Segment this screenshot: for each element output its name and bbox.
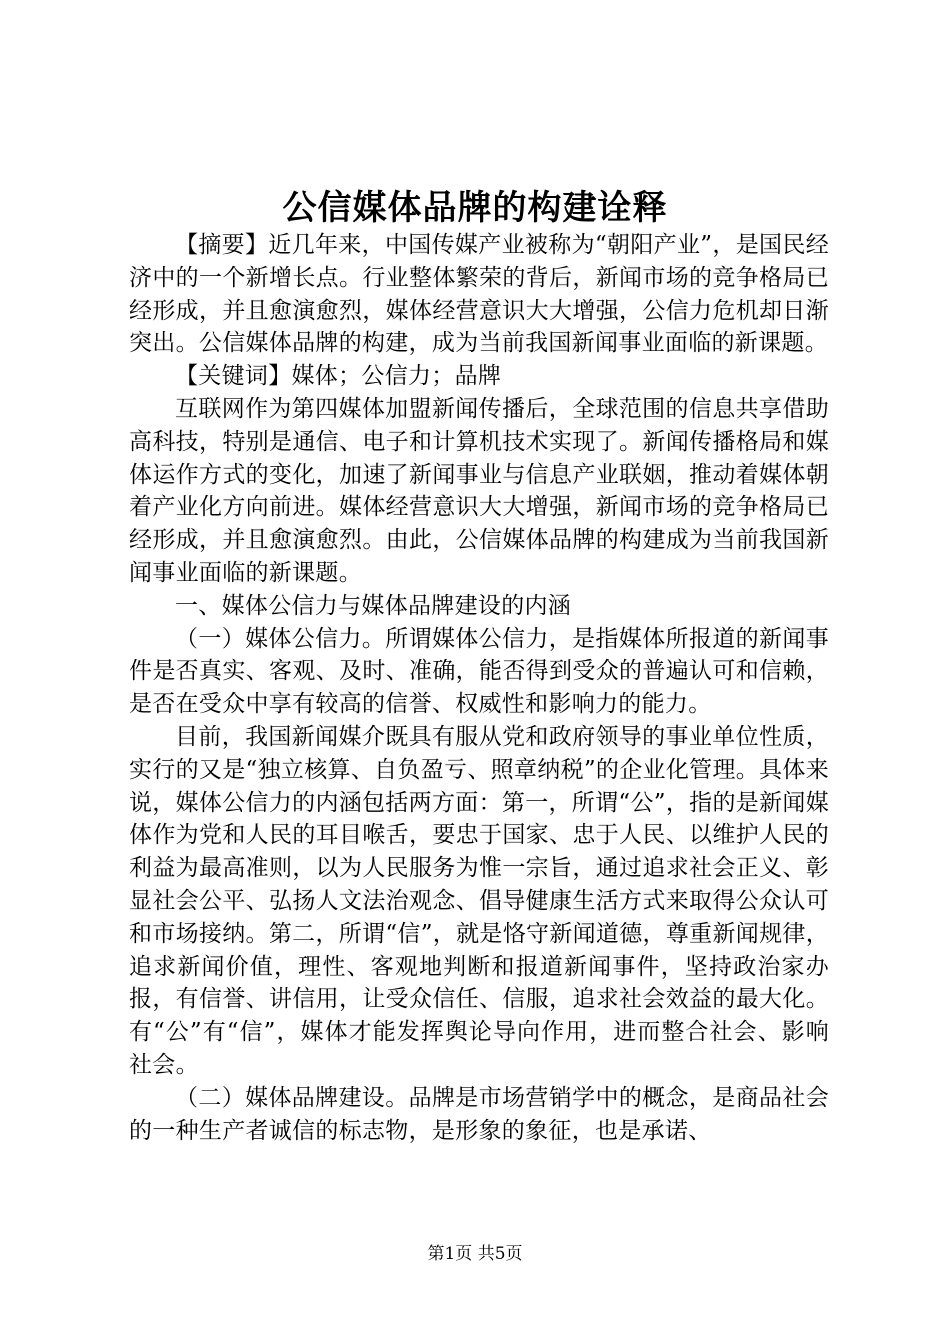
section-heading: 一、媒体公信力与媒体品牌建设的内涵	[175, 592, 572, 619]
body-paragraph: （一）媒体公信力。所谓媒体公信力，是指媒体所报道的新闻事件是否真实、客观、及时、准确，能否得到受众的普遍认可和信赖，是否在受众中享有较高的信誉、权威性和影响力的能力。	[129, 625, 829, 718]
page-footer: 第1页 共5页	[427, 1244, 523, 1264]
document-title: 公信媒体品牌的构建诠释	[282, 188, 668, 228]
document-body	[129, 229, 829, 1147]
abstract-paragraph: 【摘要】近几年来，中国传媒产业被称为“朝阳产业”，是国民经济中的一个新增长点。行业整体繁荣的背后，新闻市场的竞争格局已经形成，并且愈演愈烈，媒体经营意识大大增强，公信力危机却日渐突出。公信媒体品牌的构建，成为当前我国新闻事业面临的新课题。	[129, 232, 829, 357]
body-paragraph: 互联网作为第四媒体加盟新闻传播后，全球范围的信息共享借助高科技，特别是通信、电子和计算机技术实现了。新闻传播格局和媒体运作方式的变化，加速了新闻事业与信息产业联姻，推动着媒体朝着产业化方向前进。媒体经营意识大大增强，新闻市场的竞争格局已经形成，并且愈演愈烈。由此，公信媒体品牌的构建成为当前我国新闻事业面临的新课题。	[129, 395, 829, 586]
body-paragraph: 目前，我国新闻媒介既具有服从党和政府领导的事业单位性质，实行的又是“独立核算、自负盈亏、照章纳税”的企业化管理。具体来说，媒体公信力的内涵包括两方面：第一，所谓“公”，指的是新闻媒体作为党和人民的耳目喉舌，要忠于国家、忠于人民、以维护人民的利益为最高准则，以为人民服务为惟一宗旨，通过追求社会正义、彰显社会公平、弘扬人文法治观念、倡导健康生活方式来取得公众认可和市场接纳。第二，所谓“信”，就是恪守新闻道德，尊重新闻规律，追求新闻价值，理性、客观地判断和报道新闻事件，坚持政治家办报，有信誉、讲信用，让受众信任、信服，追求社会效益的最大化。有“公”有“信”，媒体才能发挥舆论导向作用，进而整合社会、影响社会。	[129, 723, 829, 1078]
body-paragraph: （二）媒体品牌建设。品牌是市场营销学中的概念，是商品社会的一种生产者诚信的标志物，是形象的象征，也是承诺、	[129, 1084, 829, 1144]
keywords-paragraph: 【关键词】媒体；公信力；品牌	[175, 363, 502, 390]
